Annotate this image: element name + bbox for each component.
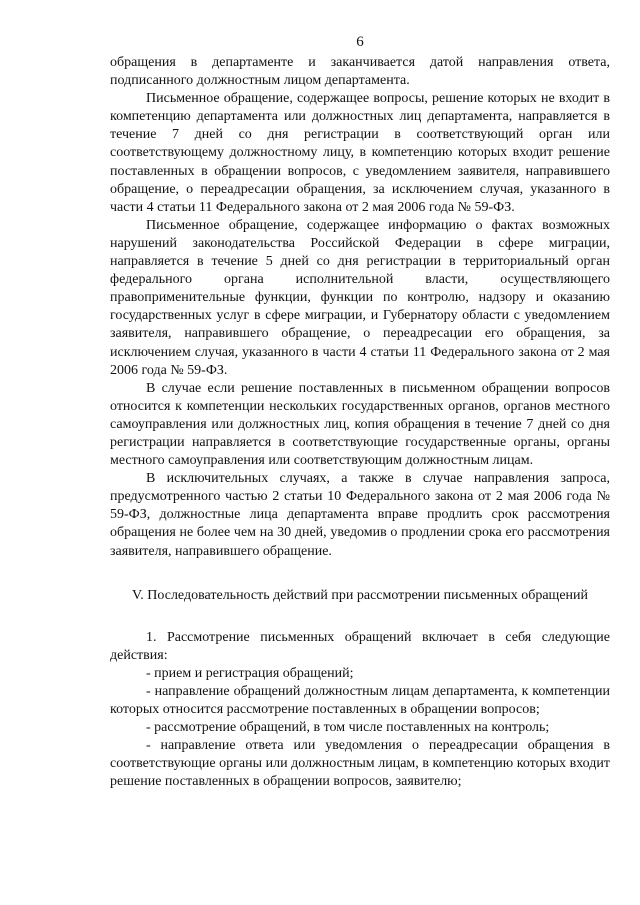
list-item-reception: - прием и регистрация обращений;: [146, 665, 354, 681]
paragraph-redirect-competence: Письменное обращение, содержащее вопросы, решение которых не входит в компетенцию департамента или должностных лиц департамента, направляется в течение 7 дней со дня регистрации в соответствующий орган или соответствующему должностному лицу, в компетенцию которых входит решение поставленных в обращении вопросов, с уведомлением заявителя, направившего обращение, о переадресации обращения, за исключением случая, указанного в части 4 статьи 11 Федерального закона от 2 мая 2006 года № 59-ФЗ.: [110, 91, 610, 215]
list-item-response: - направление ответа или уведомления о переадресации обращения в соответствующие органы или должностным лицам, в компетенцию которых входит решение поставленных в обращении вопросов, заявителю;: [110, 738, 610, 790]
document-page: [110, 32, 610, 792]
section-title: V. Последовательность действий при рассмотрении письменных обращений: [131, 587, 589, 603]
list-item-forwarding: - направление обращений должностным лицам департамента, к компетенции которых относится рассмотрение поставленных в обращении вопросов;: [110, 684, 610, 718]
paragraph-multiple-competence: В случае если решение поставленных в письменном обращении вопросов относится к компетенции нескольких государственных органов, органов местного самоуправления или должностных лиц, копия обращения в течение 7 дней со дня регистрации направляется в соответствующие государственные органы, органы местного самоуправления или соответствующим должностным лицам.: [110, 380, 610, 469]
paragraph-migration-violations: Письменное обращение, содержащее информацию о фактах возможных нарушений законодательства Российской Федерации в сфере миграции, направляется в течение 5 дней со дня регистрации в территориальный орган федерального органа исполнительной власти, осуществляющего правоприменительные функции, функции по контролю, надзору и оказанию государственных услуг в сфере миграции, и Губернатору области с уведомлением заявителя, направившего обращение, о переадресации его обращения, за исключением случая, указанного в части 4 статьи 11 Федерального закона от 2 мая 2006 года № 59-ФЗ.: [110, 217, 610, 378]
paragraph-intro: 1. Рассмотрение письменных обращений включает в себя следующие действия:: [110, 629, 610, 663]
paragraph-extension: В исключительных случаях, а также в случае направления запроса, предусмотренного частью 2 статьи 10 Федерального закона от 2 мая 2006 года № 59-ФЗ, должностные лица департамента вправе продлить срок рассмотрения обращения не более чем на 30 дней, уведомив о продлении срока его рассмотрения заявителя, направившего обращение.: [110, 471, 610, 559]
paragraph-continuation: обращения в департаменте и заканчивается датой направления ответа, подписанного должностным лицом департамента.: [110, 55, 610, 89]
list-item-consideration: - рассмотрение обращений, в том числе поставленных на контроль;: [146, 720, 550, 736]
page-number: 6: [356, 34, 364, 50]
